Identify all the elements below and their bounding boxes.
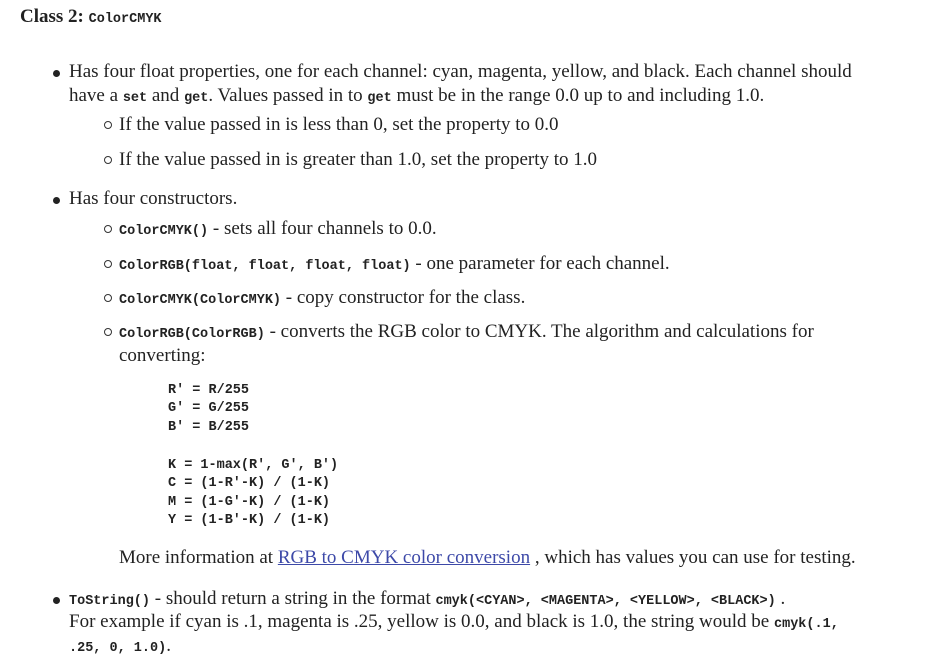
code-formula: K = 1-max(R', G', B') C = (1-R'-K) / (1-K) M = (1-G'-K) / (1-K) Y = (1-B'-K) / (1-K) — [168, 458, 339, 529]
code-example: cmyk(.1, — [774, 617, 839, 632]
text: - one parameter for each channel. — [410, 253, 670, 274]
more-info — [119, 546, 856, 570]
sub-bullet-marker — [104, 156, 112, 164]
bullet-1-line-2 — [69, 84, 764, 111]
code-format: cmyk(<CYAN>, <MAGENTA>, <YELLOW>, <BLACK>) — [435, 594, 776, 609]
constructor-copy — [119, 286, 525, 313]
text: . — [775, 588, 786, 609]
code: ColorRGB(float, float, float, float) — [119, 259, 411, 274]
text: must be in the range 0.0 up to and including 1.0. — [391, 85, 765, 106]
bullet-1-line-1: Has four float properties, one for each channel: cyan, magenta, yellow, and black. Each channel should — [69, 61, 852, 82]
sub-bullet-marker — [104, 294, 112, 302]
constructor-default — [119, 217, 437, 244]
code-get: get — [184, 91, 209, 106]
bullet-3-marker — [53, 597, 60, 604]
tostring-line-2 — [69, 610, 839, 637]
code-normalize: R' = R/255 G' = G/255 B' = B/255 — [168, 383, 250, 435]
bullet-1-marker — [53, 70, 60, 77]
text: . Values passed in to — [208, 85, 368, 106]
sub-bullet-marker — [104, 121, 112, 129]
text: More information at — [119, 547, 278, 568]
title-class-name: ColorCMYK — [88, 12, 162, 27]
code: ColorRGB(ColorRGB) — [119, 327, 265, 342]
text: and — [147, 85, 185, 106]
text: - sets all four channels to 0.0. — [208, 218, 437, 239]
constructor-rgb-cont: converting: — [119, 345, 206, 366]
title-prefix: Class 2: — [20, 6, 89, 27]
code-get: get — [367, 91, 392, 106]
text: - should return a string in the format — [150, 588, 436, 609]
text: For example if cyan is .1, magenta is .25, yellow is 0.0, and black is 1.0, the string would be — [69, 611, 774, 632]
constructor-floats — [119, 252, 670, 279]
code: ToString() — [69, 594, 151, 609]
constructor-rgb — [119, 320, 814, 347]
bullet-2-title: Has four constructors. — [69, 188, 238, 209]
text: - copy constructor for the class. — [281, 287, 526, 308]
text: have a — [69, 85, 123, 106]
sub-bullet-less-than-zero: If the value passed in is less than 0, set the property to 0.0 — [119, 114, 559, 135]
sub-bullet-marker — [104, 328, 112, 336]
text: - converts the RGB color to CMYK. The algorithm and calculations for — [264, 321, 814, 342]
code-example: .25, 0, 1.0) — [69, 641, 167, 656]
sub-bullet-marker — [104, 260, 112, 268]
sub-bullet-marker — [104, 225, 112, 233]
text: , which has values you can use for testing. — [530, 547, 856, 568]
page-title — [20, 6, 162, 28]
bullet-2-marker — [53, 197, 60, 204]
text: . — [166, 635, 171, 656]
code: ColorCMYK(ColorCMYK) — [119, 293, 282, 308]
code-set: set — [122, 91, 148, 106]
sub-bullet-greater-than-one: If the value passed in is greater than 1.0, set the property to 1.0 — [119, 149, 598, 170]
code: ColorCMYK() — [119, 224, 209, 239]
rgb-to-cmyk-link[interactable]: RGB to CMYK color conversion — [277, 547, 531, 568]
tostring-line-3 — [69, 634, 171, 661]
